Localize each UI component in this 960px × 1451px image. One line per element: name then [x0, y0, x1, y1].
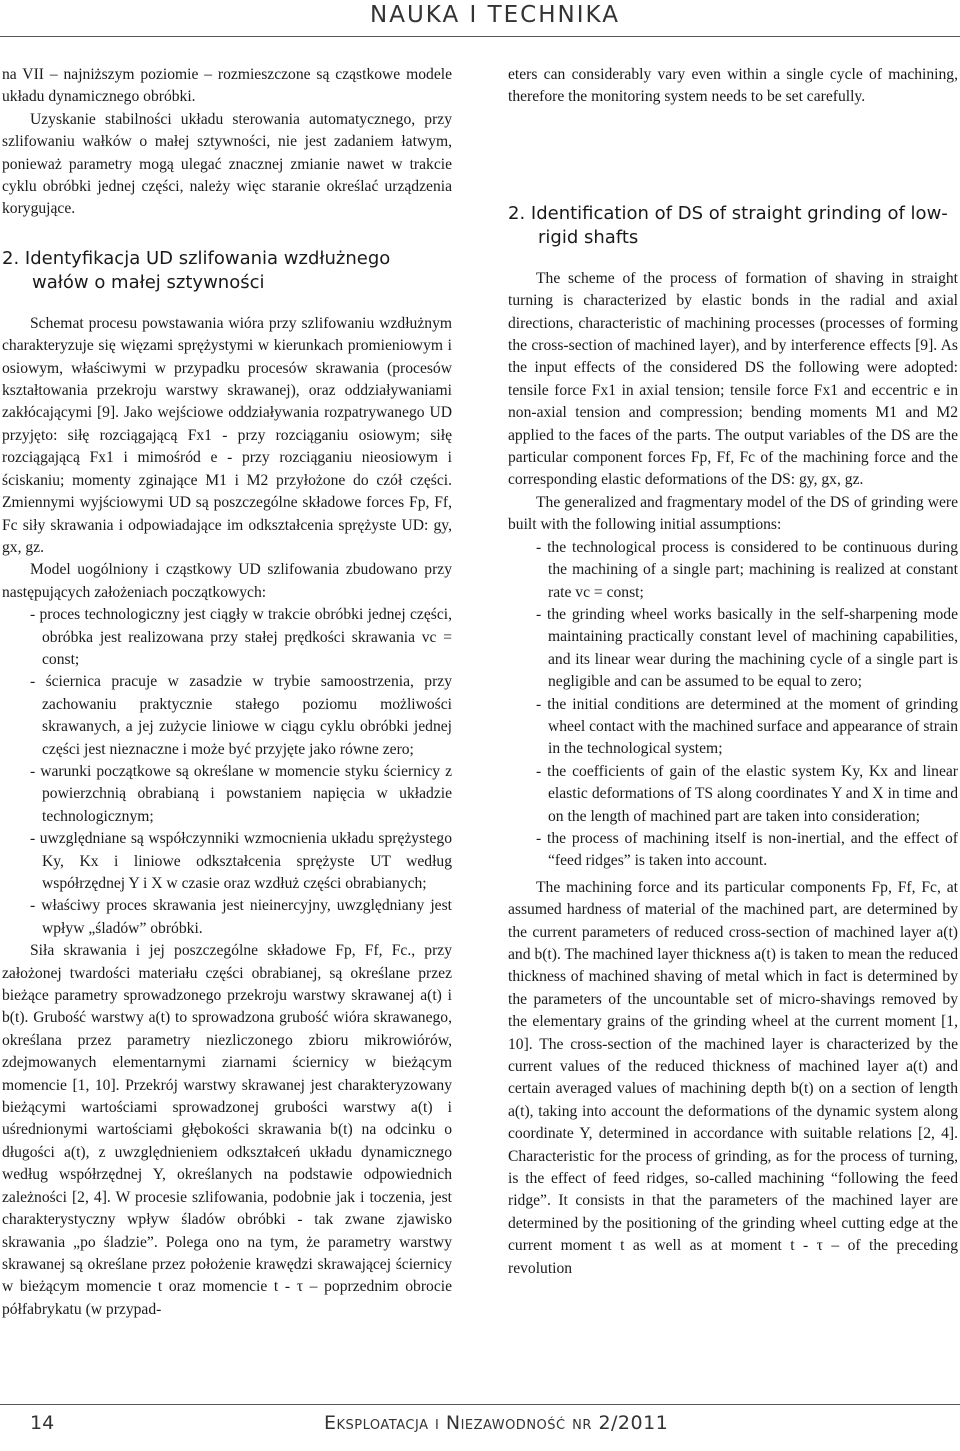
model-paragraph: The generalized and fragmentary model of the DS of grinding were built with the following initial assumptions:: [508, 493, 958, 534]
section-heading: 2. Identyfikacja UD szlifowania wzdłużnego wałów o małej sztywności: [2, 247, 391, 293]
force-paragraph: The machining force and its particular components Fp, Ff, Fc, at assumed hardness of material of the machined part, are determined by the current parameters of reduced cross-section of machined layer a(t) and b(t). The machined layer thickness a(t) is taken to mean the reduced thickness of machined shaving of metal which in fact is determined by the parameters of the uncountable set of micro-shavings removed by the elementary grains of the grinding wheel at the current moment [1, 10]. The cross-section of the machined layer is characterized by the current values of the reduced thickness of machined layer a(t) and certain averaged values of machining depth b(t) on a section of length a(t), taking into account the deformations of the dynamic system along coordinate Y, determined in accordance with suitable relations [2, 4]. Characteristic for the process of grinding, as for the process of turning, is the effect of feed ridges, so-called machining “following the feed ridge”. It consists in that the parameters of the machined layer are determined by the positioning of the grinding wheel cutting edge at the current moment t as well as at moment t - τ – of the preceding revolution: [508, 878, 958, 1277]
list-item: - uwzględniane są współczynniki wzmocnienia układu sprężystego Ky, Kx i liniowe odkształcenia sprężyste UT według współrzędnej Y i X w czasie oraz wzdłuż części obrabianych;: [30, 830, 452, 892]
page-number: 14: [30, 1412, 55, 1434]
list-item: - warunki początkowe są określane w momencie styku ściernicy z powierzchnią obrabianą i powstaniem napięcia w układzie technologicznym;: [30, 762, 452, 825]
polish-column: [2, 64, 452, 1321]
list-item: - proces technologiczny jest ciągły w trakcie obróbki jednej części, obróbka jest realizowana przy stałej prędkości skrawania vc = const;: [30, 606, 452, 668]
assumption-list: [2, 604, 452, 940]
list-item: - ściernica pracuje w zasadzie w trybie samoostrzenia, przy zachowaniu praktycznie stałego poziomu możliwości skrawanych, a jej zużycie liniowe w ciągu cyklu obróbki jednej części jest nieznaczne i może być przyjęte jako równe zero;: [30, 673, 452, 758]
list-item: - the grinding wheel works basically in the self-sharpening mode maintaining practically constant level of machining capabilities, and its linear wear during the machining cycle of a single part is negligible and can be assumed to be equal to zero;: [536, 605, 958, 691]
assumption-list: [508, 537, 958, 873]
intro-paragraph: eters can considerably vary even within a single cycle of machining, therefore the monitoring system needs to be set carefully.: [508, 66, 958, 106]
intro-paragraph: na VII – najniższym poziomie – rozmieszczone są cząstkowe modele układu dynamicznego obróbki.: [2, 66, 452, 106]
page-header: [0, 0, 960, 52]
list-item: - the coefficients of gain of the elastic system Ky, Kx and linear elastic deformations of TS along coordinates Y and X in time and on the length of machined part are taken into consideration;: [536, 762, 958, 825]
section-heading: 2. Identification of DS of straight grinding of low-rigid shafts: [508, 202, 948, 248]
english-column: [508, 64, 958, 1280]
section-title: NAUKA I TECHNIKA: [370, 2, 620, 28]
list-item: - the process of machining itself is non-inertial, and the effect of “feed ridges” is taken into account.: [536, 829, 958, 870]
list-item: - właściwy proces skrawania jest nieinercyjny, uwzględniany jest wpływ „śladów” obróbki.: [30, 897, 452, 937]
model-paragraph: Model uogólniony i cząstkowy UD szlifowania zbudowano przy następujących założeniach początkowych:: [2, 561, 452, 601]
list-item: - the technological process is considered to be continuous during the machining of a single part; machining is realized at constant rate vc = const;: [536, 538, 958, 601]
journal-name: Eksploatacja i Niezawodność nr 2/2011: [324, 1412, 669, 1434]
list-item: - the initial conditions are determined at the moment of grinding wheel contact with the machined surface and appearance of strain in the technological system;: [536, 695, 959, 758]
force-paragraph: Siła skrawania i jej poszczególne składowe Fp, Ff, Fc., przy założonej twardości materiału części obrabianej, są określane przez bieżące parametry sprowadzonego przekroju warstwy skrawanej a(t) i b(t). Grubość warstwy a(t) to sprowadzona grubość wióra skrawanego, określana przez parametry niezliczonego zbioru mikrowiórów, zdejmowanych elementarnymi ziarnami ściernicy w bieżącym momencie [1, 10]. Przekrój warstwy skrawanej jest charakteryzowany bieżącymi wartościami sprowadzonej grubości warstwy a(t) i uśrednionymi wartościami głębokości skrawania b(t) na odcinku o długości a(t), z uwzględnieniem odkształceń układu dynamicznego według współrzędnej Y, określanych na podstawie odpowiednich zależności [2, 4]. W procesie szlifowania, podobnie jak i toczenia, jest charakterystyczny wpływ śladów obróbki - tak zwane zjawisko skrawania „po śladzie”. Polega ono na tym, że parametry warstwy skrawanej są określane przez położenie krawędzi skrawającej ściernicy w bieżącym momencie t oraz momencie t - τ – poprzednim obrocie półfabrykatu (w przypad-: [2, 942, 452, 1318]
scheme-paragraph: Schemat procesu powstawania wióra przy szlifowaniu wzdłużnym charakteryzuje się więzami sprężystymi w kierunkach promieniowym i osiowym, właściwymi w przypadku procesów skrawania (procesów kształtowania przekroju warstwy skrawanej), oraz oddziaływaniami zakłócającymi [9]. Jako wejściowe oddziaływania rozpatrywanego UD przyjęto: siłę rozciągającą Fx1 - przy rozciąganiu osiowym; siłę rozciągającą Fx1 i mimośród e - przy rozciąganiu nieosiowym i ściskaniu; momenty zginające M1 i M2 przyłożone do czół części. Zmiennymi wyjściowymi UD są poszczególne składowe forces Fp, Ff, Fc siły skrawania i odpowiadające im odkształcenia sprężyste UD: gy, gx, gz.: [2, 314, 452, 556]
scheme-paragraph: The scheme of the process of formation of shaving in straight turning is characterized by elastic bonds in the radial and axial directions, characteristic of machining processes (processes of forming the cross-section of machined layer), and by interference effects [9]. As the input effects of the considered DS the following were adopted: tensile force Fx1 in axial tension; tensile force Fx1 and eccentric e in non-axial tension and compression; bending moments M1 and M2 applied to the faces of the parts. The output variables of the DS are the particular component forces Fp, Ff, Fc of the machining force and the corresponding elastic deformations of the DS: gy, gx, gz.: [508, 269, 958, 489]
stability-paragraph: Uzyskanie stabilności układu sterowania automatycznego, przy szlifowaniu wałków o małej sztywności, nie jest zadaniem łatwym, ponieważ parametry mogą ulegać znacznej zmianie nawet w trakcie cyklu obróbki jednej części, należy więc staranie określać urządzenia korygujące.: [2, 110, 452, 218]
header-rule: [0, 36, 960, 37]
footer-rule: [0, 1404, 960, 1405]
